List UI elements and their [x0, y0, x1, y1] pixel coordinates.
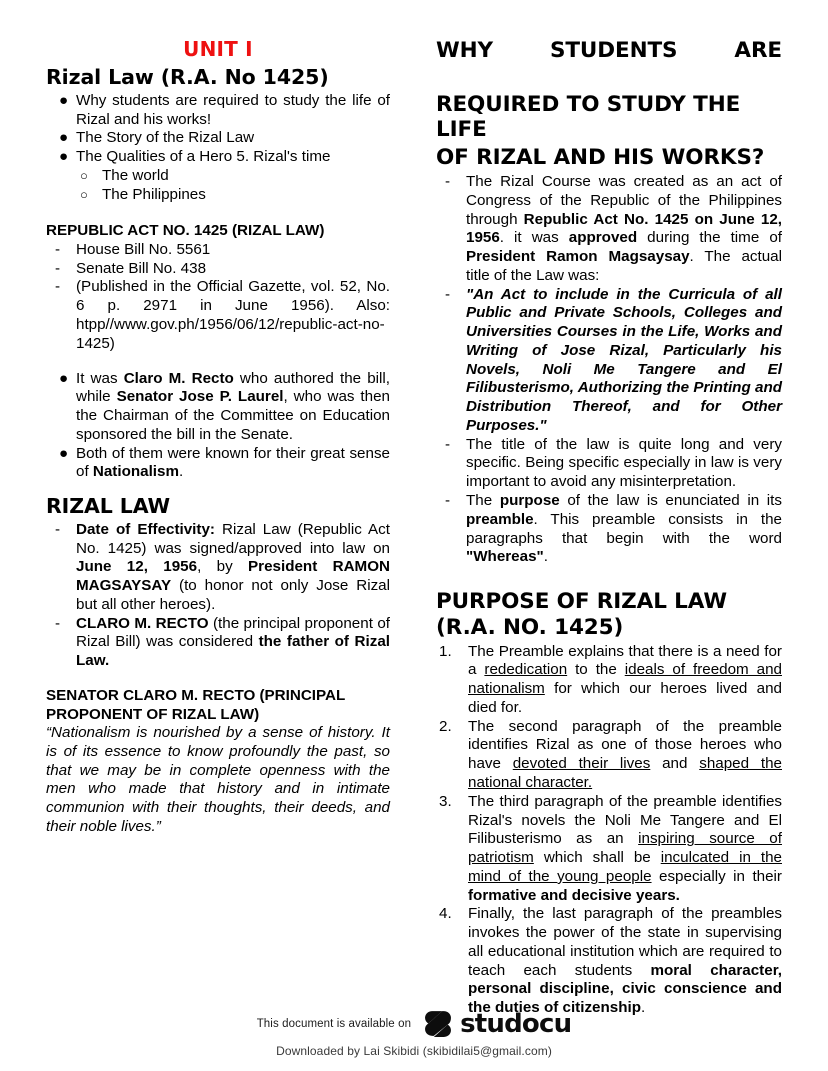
intro-bullet-list — [46, 92, 390, 167]
right-column — [436, 38, 782, 1018]
list-marker: ● — [59, 148, 69, 166]
list-item-text: It was Claro M. Recto who authored the bill, while Senator Jose P. Laurel, who was then the Chairman of the Committee on Education sponsored the bill in the Senate. — [76, 369, 390, 443]
studocu-brand[interactable] — [423, 1009, 571, 1039]
intro-bullet-item — [46, 148, 390, 167]
list-marker: - — [55, 240, 61, 258]
spacer — [46, 354, 390, 370]
senator-recto-heading: SENATOR CLARO M. RECTO (PRINCIPAL PROPONENT OF RIZAL LAW) — [46, 686, 345, 723]
spacer — [46, 204, 390, 222]
republic-act-item — [46, 260, 390, 279]
list-item-text: The third paragraph of the preamble identifies Rizal's novels the Noli Me Tangere and El Filibusterismo as an inspiring source of patriotism which shall be inculcated in the mind of the young people especially in their formative and decisive years. — [468, 792, 782, 904]
authors-bullet-list — [46, 370, 390, 483]
studocu-wordmark: studocu — [460, 1009, 572, 1039]
list-marker: ○ — [80, 186, 88, 202]
list-marker: ● — [59, 91, 69, 109]
list-item-text: The Preamble explains that there is a need for a rededication to the ideals of freedom and nationalism for which our heroes lived and died for. — [468, 642, 782, 716]
why-study-item — [436, 492, 782, 567]
list-marker: - — [445, 285, 451, 303]
list-item-text: CLARO M. RECTO (the principal proponent of Rizal Bill) was considered the father of Rizal Law. — [76, 614, 390, 670]
spacer — [436, 567, 782, 589]
republic-act-list — [46, 241, 390, 354]
list-item-text: Finally, the last paragraph of the preambles invokes the power of the state in supervising all educational institution which are required to teach each students moral character, personal discipline, civic conscience and the duties of citizenship. — [468, 905, 782, 1017]
list-marker: ● — [59, 129, 69, 147]
authors-bullet-item — [46, 445, 390, 483]
footer-downloaded-by: Downloaded by Lai Skibidi (skibidilai5@gmail.com) — [276, 1044, 552, 1058]
purpose-item — [436, 643, 782, 718]
list-item-text: The second paragraph of the preamble identifies Rizal as one of those heroes who have devoted their lives and shaped the national character. — [468, 717, 782, 792]
intro-bullet-item — [46, 92, 390, 130]
list-item-text: House Bill No. 5561 — [76, 240, 211, 258]
purpose-item — [436, 718, 782, 793]
why-study-item — [436, 173, 782, 286]
rizal-law-heading: RIZAL LAW — [46, 494, 171, 519]
list-marker: ● — [59, 444, 69, 462]
why-study-item — [436, 436, 782, 492]
list-marker: 1. — [439, 642, 452, 660]
left-column — [46, 38, 390, 837]
senator-recto-quote: “Nationalism is nourished by a sense of history. It is of its essence to know profoundly the past, so that we may be in complete openness with the men who made that history and in intimate communion with their thoughts, their deeds, and their noble lives.” — [46, 724, 390, 835]
republic-act-item — [46, 241, 390, 260]
studocu-logo-icon — [423, 1009, 453, 1039]
list-item-text: The purpose of the law is enunciated in its preamble. This preamble consists in the paragraphs that begin with the word "Whereas". — [466, 492, 782, 566]
purpose-item — [436, 905, 782, 1018]
list-marker: ○ — [80, 167, 88, 183]
page-footer — [0, 1006, 828, 1058]
rizal-law-list — [46, 521, 390, 671]
list-marker: - — [55, 614, 61, 632]
list-item-text: The Rizal Course was created as an act of Congress of the Republic of the Philippines through Republic Act No. 1425 on June 12, 1956. it was approved during the time of President Ramon Magsaysay. The actual title of the Law was: — [466, 172, 782, 284]
intro-sub-bullet-list — [46, 167, 390, 205]
republic-act-item — [46, 278, 390, 353]
list-marker: ● — [59, 369, 69, 387]
list-marker: - — [55, 259, 61, 277]
list-item-text: (Published in the Official Gazette, vol. 52, No. 6 p. 2971 in June 1956). Also: htpp//www.gov.ph/1956/06/12/republic-act-no-1425) — [76, 278, 390, 352]
purpose-list — [436, 643, 782, 1018]
footer-brand-row — [0, 1006, 828, 1042]
purpose-item — [436, 793, 782, 906]
list-marker: 2. — [439, 717, 452, 735]
left-column-title: Rizal Law (R.A. No 1425) — [46, 65, 329, 89]
list-item-text: Both of them were known for their great sense of Nationalism. — [76, 444, 390, 481]
rizal-law-item — [46, 615, 390, 671]
authors-bullet-item — [46, 370, 390, 445]
republic-act-heading: REPUBLIC ACT NO. 1425 (RIZAL LAW) — [46, 222, 325, 240]
list-marker: 3. — [439, 792, 452, 810]
list-item-text: The title of the law is quite long and very specific. Being specific especially in law is very important to avoid any misinterpretation. — [466, 435, 782, 491]
list-marker: 4. — [439, 905, 452, 923]
list-item-text: Senate Bill No. 438 — [76, 259, 207, 277]
two-column-body — [0, 38, 828, 1018]
list-item-text: "An Act to include in the Curricula of all Public and Private Schools, Colleges and Universities Courses in the Life, Works and Writing of Jose Rizal, Particularly his Novels, Noli Me Tangere and El Filibusterismo, Authorizing the Printing and Distribution Thereof, and for Other Purposes." — [466, 285, 782, 434]
purpose-heading: PURPOSE OF RIZAL LAW (R.A. NO. 1425) — [436, 589, 727, 640]
list-item-text: The Story of the Rizal Law — [76, 129, 255, 147]
list-item-text: The Philippines — [102, 185, 206, 203]
footer-available-label: This document is available on — [256, 1018, 412, 1030]
why-study-item — [436, 286, 782, 436]
list-item-text: The Qualities of a Hero 5. Rizal's time — [76, 148, 331, 166]
intro-sub-bullet-item — [46, 186, 390, 205]
unit-title: UNIT I — [183, 37, 253, 61]
intro-sub-bullet-item — [46, 167, 390, 186]
list-marker: - — [445, 492, 451, 509]
rizal-law-item — [46, 521, 390, 615]
why-study-list — [436, 173, 782, 567]
list-item-text: Why students are required to study the life of Rizal and his works! — [76, 91, 390, 128]
why-study-heading-line1: WHY STUDENTS ARE — [436, 38, 782, 63]
list-item-text: Date of Effectivity: Rizal Law (Republic Act No. 1425) was signed/approved into law on June 12, 1956, by President RAMON MAGSAYSAY (to honor not only Jose Rizal but all other heroes). — [76, 520, 390, 613]
why-study-heading-line2: REQUIRED TO STUDY THE LIFE — [436, 91, 741, 143]
list-marker: - — [55, 520, 61, 538]
list-marker: - — [445, 435, 451, 453]
why-study-heading-line3: OF RIZAL AND HIS WORKS? — [436, 145, 765, 171]
list-item-text: The world — [102, 166, 169, 184]
list-marker: - — [445, 172, 451, 190]
spacer — [46, 671, 390, 687]
list-marker: - — [55, 278, 61, 296]
intro-bullet-item — [46, 129, 390, 148]
